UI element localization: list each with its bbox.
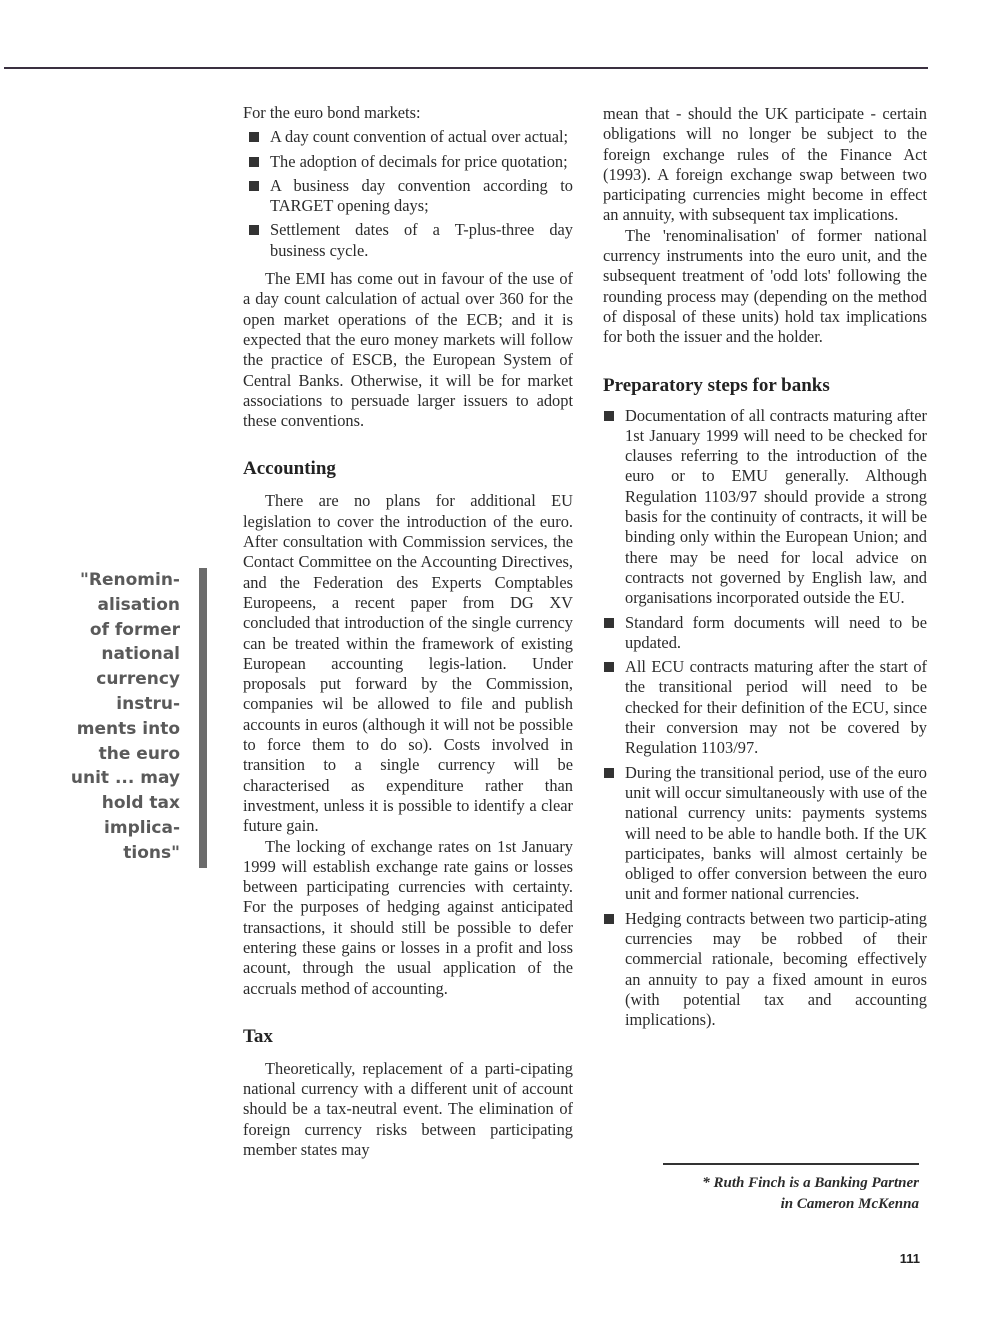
square-bullet-icon bbox=[604, 662, 614, 672]
emi-paragraph: The EMI has come out in favour of the use of a day count calculation of actual over 360 for the open market operations of the ECB; and it is expected that the euro money markets will follow the practice of ESCB, the European System of Central Banks. Otherwise, it will be for market associations to persuade larger issuers to adopt these conventions. bbox=[243, 269, 573, 431]
list-item: The adoption of decimals for price quotation; bbox=[243, 152, 573, 172]
square-bullet-icon bbox=[604, 914, 614, 924]
byline-line-2: in Cameron McKenna bbox=[780, 1196, 919, 1212]
list-item: All ECU contracts maturing after the start of the transitional period will need to be checked for their definition of the ECU, since their conversion may not be covered by Regulation 1103/97. bbox=[603, 657, 927, 758]
right-text-column bbox=[603, 104, 927, 1038]
tax-paragraph-1: Theoretically, replacement of a parti-cipating national currency with a different unit of account should be a tax-neutral event. The elimination of foreign currency risks between participating member states may bbox=[243, 1058, 573, 1160]
banks-heading: Preparatory steps for banks bbox=[603, 374, 830, 396]
list-item: During the transitional period, use of the euro unit will occur simultaneously with use of the national currency units: payments systems will need to be able to handle both. If the UK participates, banks will almost certainly be obliged to offer conversion between the euro unit and former national currencies. bbox=[603, 763, 927, 905]
list-item: Documentation of all contracts maturing after 1st January 1999 will need to be checked for clauses referring to the introduction of the euro or to EMU generally. Although Regulation 1103/97 should provide a strong basis for the continuity of contracts, it will be binding only within the European Union; and there may be need for local advice on contracts not governed by English law, and organisations incorporated outside the EU. bbox=[603, 406, 927, 609]
square-bullet-icon bbox=[249, 132, 259, 142]
square-bullet-icon bbox=[604, 768, 614, 778]
accounting-heading: Accounting bbox=[243, 458, 336, 480]
list-item: Standard form documents will need to be updated. bbox=[603, 613, 927, 654]
pull-quote: "Renomin- alisation of former national currency instru- ments into the euro unit ... may hold tax implica- tions" bbox=[70, 570, 180, 863]
list-item: Settlement dates of a T-plus-three day business cycle. bbox=[243, 220, 573, 261]
left-text-column bbox=[243, 103, 573, 1160]
square-bullet-icon bbox=[604, 411, 614, 421]
square-bullet-icon bbox=[249, 181, 259, 191]
tax-paragraph-continued: mean that - should the UK participate - certain obligations will no longer be subject to the foreign exchange rules of the Finance Act (1993). A foreign exchange swap between two participating currencies might become in effect an annuity, with subsequent tax implications. bbox=[603, 104, 927, 225]
top-rule bbox=[4, 67, 928, 69]
square-bullet-icon bbox=[249, 157, 259, 167]
bond-conventions-list bbox=[243, 127, 573, 261]
tax-heading: Tax bbox=[243, 1025, 273, 1047]
bank-steps-list bbox=[603, 406, 927, 1031]
tax-paragraph-2: The 'renominalisation' of former national currency instruments into the euro unit, and the subsequent treatment of 'odd lots' following the rounding process may (depending on the method of disposal of these units) hold tax implications for both the issuer and the holder. bbox=[603, 225, 927, 347]
page-number: 111 bbox=[899, 1251, 920, 1266]
byline-line-1: * Ruth Finch is a Banking Partner bbox=[702, 1175, 919, 1191]
pull-quote-bar bbox=[199, 568, 207, 868]
list-item: A day count convention of actual over actual; bbox=[243, 127, 573, 147]
square-bullet-icon bbox=[249, 225, 259, 235]
list-item: Hedging contracts between two particip-ating currencies may be robbed of their commercial rationale, becoming effectively an annuity to pay a fixed amount in euros (with potential tax and accounting implications). bbox=[603, 909, 927, 1031]
accounting-paragraph-1: There are no plans for additional EU legislation to cover the introduction of the euro. After consultation with Commission services, the Contact Committee on the Accounting Directives, and the Federation des Experts Comptables Europeens, a recent paper from DG XV concluded that introduction of the single currency can be treated within the framework of existing European accounting legis-lation. Under proposals put forward by the Commission, companies wil be allowed to file and publish accounts in euros (although it will not be possible to force them to do so). Costs involved in transition to a single currency will be characterised as expenditure rather than investment, unless it is possible to identify a clear future gain. bbox=[243, 491, 573, 836]
author-byline bbox=[663, 1163, 919, 1215]
square-bullet-icon bbox=[604, 618, 614, 628]
list-item: A business day convention according to TARGET opening days; bbox=[243, 176, 573, 217]
accounting-paragraph-2: The locking of exchange rates on 1st January 1999 will establish exchange rate gains or losses between participating currencies with certainty. For the purposes of hedging against anticipated transactions, it should still be possible to defer entering these gains or losses in a profit and loss acount, through the usual application of the accruals method of accounting. bbox=[243, 836, 573, 998]
bond-markets-intro: For the euro bond markets: bbox=[243, 103, 421, 122]
